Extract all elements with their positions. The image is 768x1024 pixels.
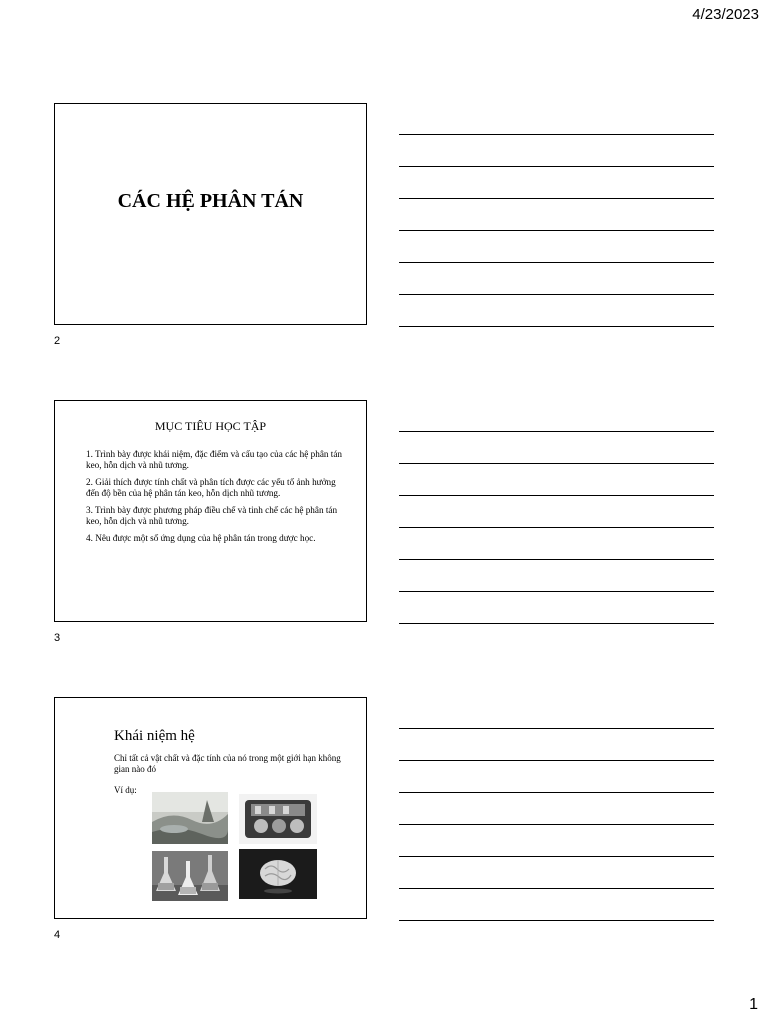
note-line bbox=[399, 920, 714, 921]
slide-thumbnail-4 bbox=[54, 697, 367, 919]
engine-photo bbox=[239, 794, 317, 844]
note-line bbox=[399, 463, 714, 464]
note-line bbox=[399, 760, 714, 761]
note-line bbox=[399, 559, 714, 560]
note-line bbox=[399, 495, 714, 496]
objectives-list bbox=[86, 449, 348, 550]
note-line bbox=[399, 888, 714, 889]
lab-flasks-photo bbox=[152, 851, 228, 901]
note-line bbox=[399, 824, 714, 825]
note-line bbox=[399, 431, 714, 432]
list-item: 1. Trình bày được khái niệm, đặc điểm và cấu tạo của các hệ phân tán keo, hỗn dịch và nhũ tương. bbox=[86, 449, 343, 471]
slide-thumbnail-3 bbox=[54, 400, 367, 622]
slide-title: CÁC HỆ PHÂN TÁN bbox=[117, 190, 304, 212]
note-line bbox=[399, 792, 714, 793]
note-line bbox=[399, 728, 714, 729]
note-line bbox=[399, 230, 714, 231]
note-line bbox=[399, 198, 714, 199]
note-line bbox=[399, 262, 714, 263]
example-label: Ví dụ: bbox=[114, 785, 137, 795]
note-line bbox=[399, 134, 714, 135]
slide-number: 4 bbox=[54, 929, 61, 941]
list-item: 3. Trình bày được phương pháp điều chế và tinh chế các hệ phân tán keo, hỗn dịch và nhũ tương. bbox=[86, 505, 338, 527]
note-line bbox=[399, 326, 714, 327]
note-line bbox=[399, 527, 714, 528]
landscape-photo bbox=[152, 792, 228, 844]
slide-description: Chỉ tất cả vật chất và đặc tính của nó trong một giới hạn không gian nào đó bbox=[114, 753, 341, 775]
slide-number: 2 bbox=[54, 335, 61, 347]
list-item: 4. Nêu được một số ứng dụng của hệ phân tán trong dược học. bbox=[86, 533, 316, 544]
note-line bbox=[399, 294, 714, 295]
note-line bbox=[399, 166, 714, 167]
slide-thumbnail-2 bbox=[54, 103, 367, 325]
list-item: 2. Giải thích được tính chất và phân tích được các yếu tố ảnh hưởng đến độ bền của hệ phân tán keo, hỗn dịch nhũ tương. bbox=[86, 477, 336, 499]
page-number: 1 bbox=[749, 996, 758, 1013]
note-line bbox=[399, 591, 714, 592]
note-line bbox=[399, 623, 714, 624]
brain-photo bbox=[239, 849, 317, 899]
slide-heading: MỤC TIÊU HỌC TẬP bbox=[154, 419, 267, 433]
slide-heading: Khái niệm hệ bbox=[114, 728, 195, 744]
slide-number: 3 bbox=[54, 632, 61, 644]
print-date: 4/23/2023 bbox=[692, 6, 759, 23]
note-line bbox=[399, 856, 714, 857]
